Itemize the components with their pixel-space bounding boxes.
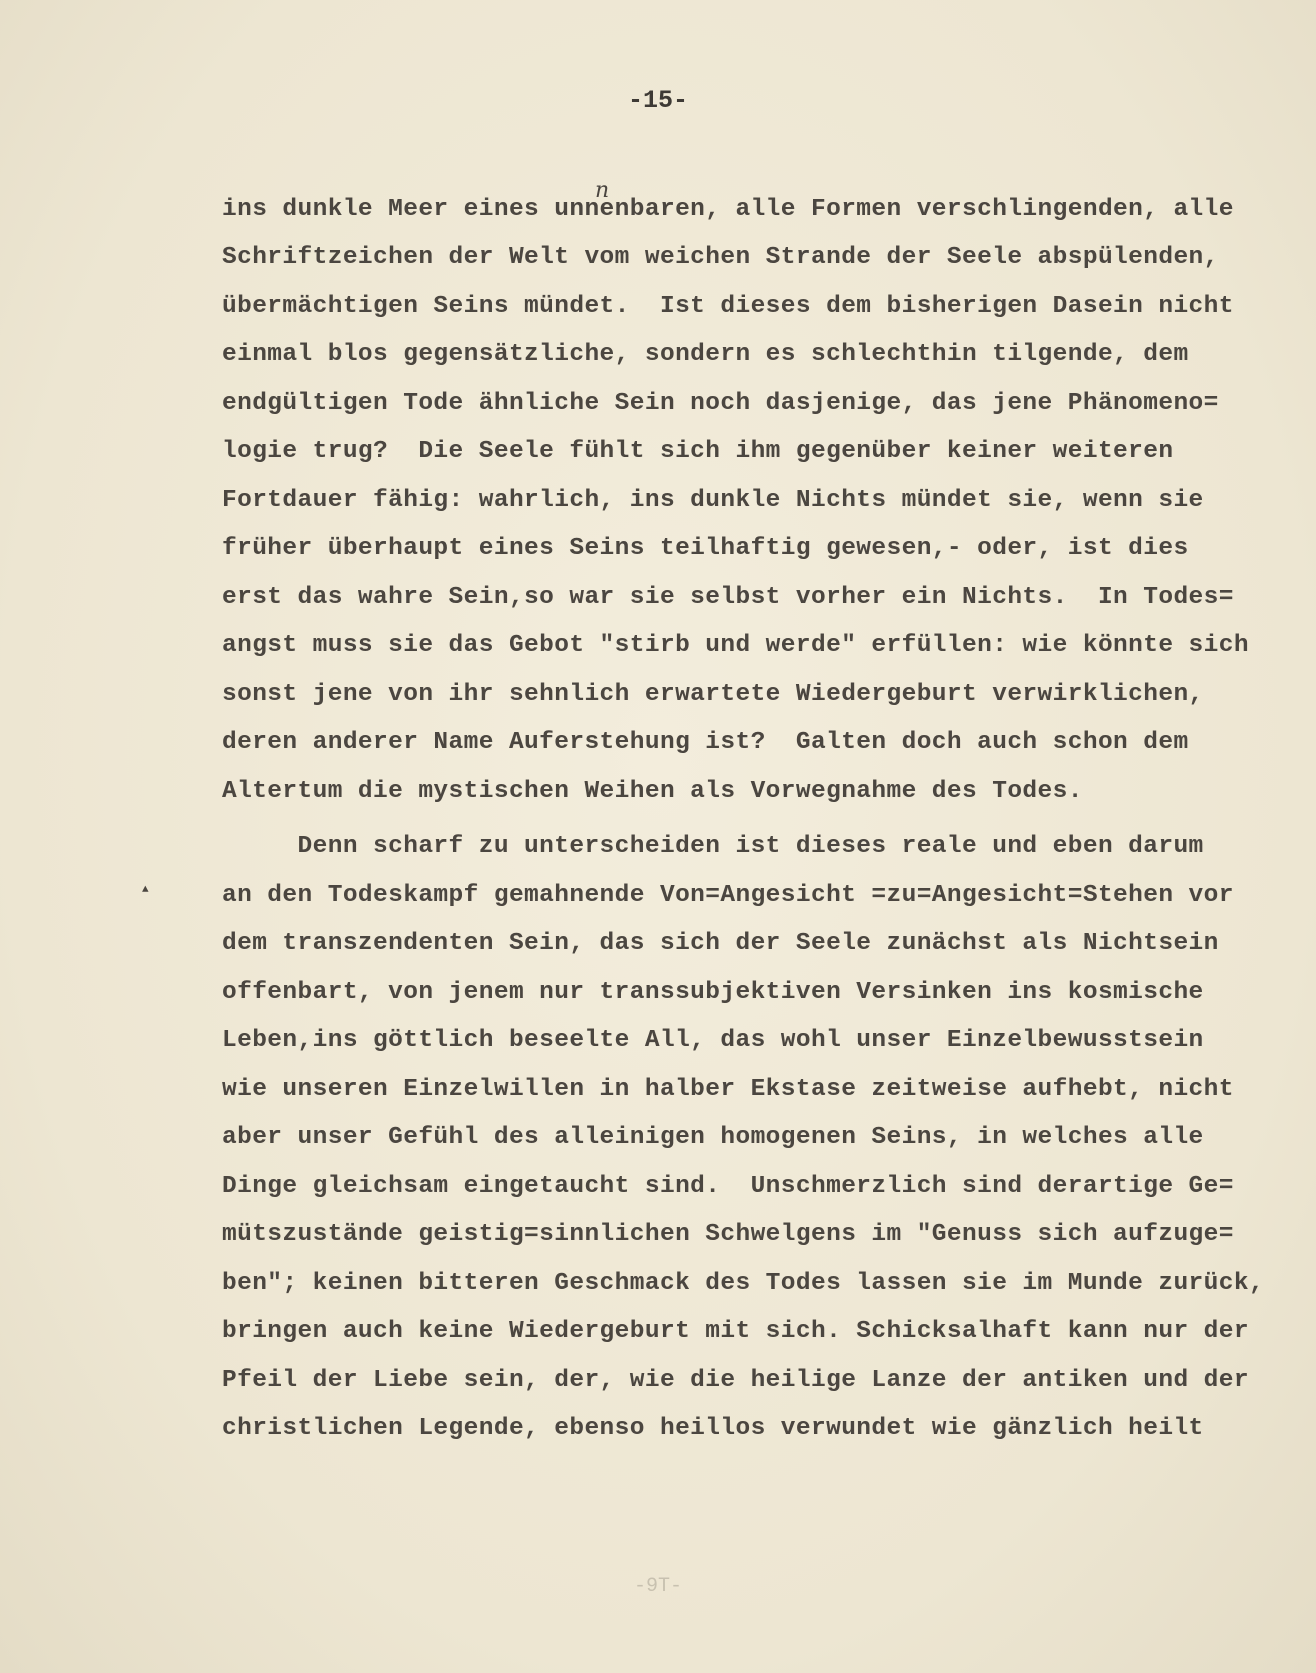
text-line: ben"; keinen bitteren Geschmack des Todes lassen sie im Munde zurück, (222, 1270, 1265, 1297)
text-line: dem transzendenten Sein, das sich der Seele zunächst als Nichtsein (222, 930, 1219, 957)
page-number: -15- (627, 86, 688, 115)
text-line: aber unser Gefühl des alleinigen homogenen Seins, in welches alle (222, 1124, 1204, 1151)
text-line: Schriftzeichen der Welt vom weichen Strande der Seele abspülenden, (222, 244, 1219, 271)
margin-mark-icon: ▲ (142, 884, 149, 896)
text-line: Denn scharf zu unterscheiden ist dieses reale und eben darum (222, 833, 1204, 860)
handwritten-insertion: n (595, 178, 610, 203)
text-line: erst das wahre Sein,so war sie selbst vorher ein Nichts. In Todes= (222, 584, 1234, 611)
text-line: Dinge gleichsam eingetaucht sind. Unschmerzlich sind derartige Ge= (222, 1173, 1234, 1200)
text-line: einmal blos gegensätzliche, sondern es schlechthin tilgende, dem (222, 341, 1189, 368)
text-line: offenbart, von jenem nur transsubjektiven Versinken ins kosmische (222, 979, 1204, 1006)
text-line: deren anderer Name Auferstehung ist? Galten doch auch schon dem (222, 729, 1189, 756)
text-line: mütszustände geistig=sinnlichen Schwelgens im "Genuss sich aufzuge= (222, 1221, 1234, 1248)
text-line: Altertum die mystischen Weihen als Vorwegnahme des Todes. (222, 778, 1083, 805)
text-line: logie trug? Die Seele fühlt sich ihm gegenüber keiner weiteren (222, 438, 1174, 465)
text-line: früher überhaupt eines Seins teilhaftig gewesen,- oder, ist dies (222, 535, 1189, 562)
text-line: an den Todeskampf gemahnende Von=Angesicht =zu=Angesicht=Stehen vor (222, 882, 1234, 909)
text-line: endgültigen Tode ähnliche Sein noch dasjenige, das jene Phänomeno= (222, 390, 1219, 417)
text-line: Pfeil der Liebe sein, der, wie die heilige Lanze der antiken und der (222, 1367, 1249, 1394)
text-line: sonst jene von ihr sehnlich erwartete Wiedergeburt verwirklichen, (222, 681, 1204, 708)
text-line: wie unseren Einzelwillen in halber Ekstase zeitweise aufhebt, nicht (222, 1076, 1234, 1103)
text-line: christlichen Legende, ebenso heillos verwundet wie gänzlich heilt (222, 1415, 1204, 1442)
text-line: bringen auch keine Wiedergeburt mit sich. Schicksalhaft kann nur der (222, 1318, 1249, 1345)
text-line: angst muss sie das Gebot "stirb und werde" erfüllen: wie könnte sich (222, 632, 1249, 659)
text-line: ins dunkle Meer eines unnenbaren, alle Formen verschlingenden, alle (222, 196, 1234, 223)
text-line: Fortdauer fähig: wahrlich, ins dunkle Nichts mündet sie, wenn sie (222, 487, 1204, 514)
bleed-through-page-number: -9T- (633, 1575, 682, 1598)
text-line: übermächtigen Seins mündet. Ist dieses dem bisherigen Dasein nicht (222, 293, 1234, 320)
text-line: Leben,ins göttlich beseelte All, das wohl unser Einzelbewusstsein (222, 1027, 1204, 1054)
